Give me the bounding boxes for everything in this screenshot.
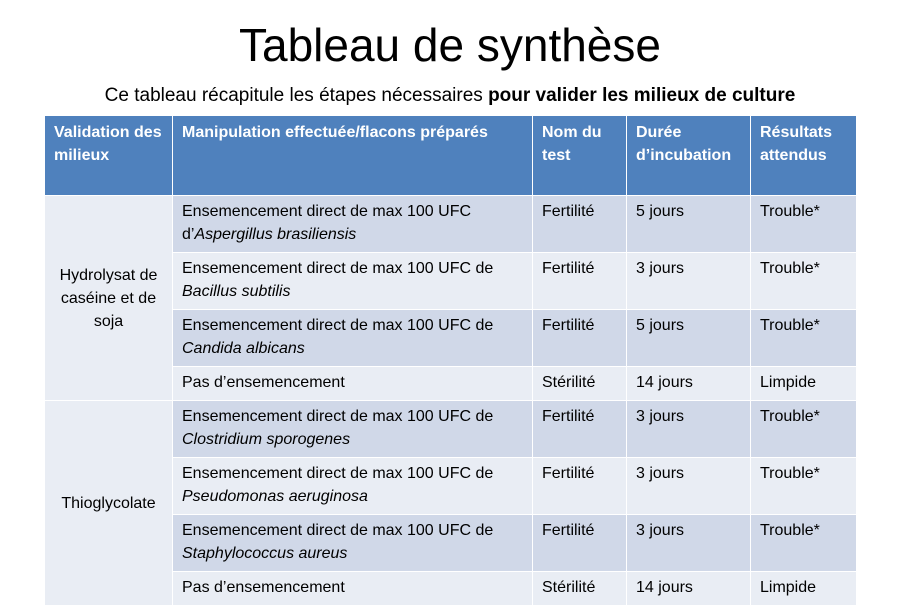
- duration-cell: 3 jours: [627, 515, 751, 572]
- manipulation-text: Ensemencement direct de max 100 UFC de: [182, 522, 494, 539]
- organism-name: Aspergillus brasiliensis: [194, 226, 357, 243]
- table-header-row: [45, 116, 857, 196]
- summary-table: [44, 115, 857, 606]
- test-cell: Fertilité: [533, 310, 627, 367]
- manipulation-text: Pas d’ensemencement: [182, 579, 345, 596]
- organism-name: Candida albicans: [182, 340, 305, 357]
- duration-cell: 5 jours: [627, 310, 751, 367]
- table-row: [45, 401, 857, 458]
- group-cell-casein-soy: Hydrolysat de caséine et de soja: [45, 196, 173, 401]
- test-cell: Fertilité: [533, 401, 627, 458]
- manipulation-cell: [173, 458, 533, 515]
- manipulation-cell: [173, 367, 533, 401]
- manipulation-cell: [173, 401, 533, 458]
- header-results: Résultats attendus: [751, 116, 857, 196]
- group-cell-thioglycolate: Thioglycolate: [45, 401, 173, 606]
- result-cell: Limpide: [751, 367, 857, 401]
- result-cell: Trouble*: [751, 253, 857, 310]
- result-cell: Trouble*: [751, 401, 857, 458]
- duration-cell: 3 jours: [627, 401, 751, 458]
- organism-name: Staphylococcus aureus: [182, 545, 348, 562]
- duration-cell: 14 jours: [627, 572, 751, 606]
- subtitle-plain: Ce tableau récapitule les étapes nécessaires: [104, 85, 489, 106]
- header-validation: Validation des milieux: [45, 116, 173, 196]
- duration-cell: 3 jours: [627, 253, 751, 310]
- manipulation-cell: [173, 515, 533, 572]
- manipulation-cell: [173, 253, 533, 310]
- header-incubation: Durée d’incubation: [627, 116, 751, 196]
- manipulation-cell: [173, 572, 533, 606]
- result-cell: Trouble*: [751, 515, 857, 572]
- result-cell: Trouble*: [751, 458, 857, 515]
- manipulation-cell: [173, 196, 533, 253]
- result-cell: Limpide: [751, 572, 857, 606]
- header-manipulation: Manipulation effectuée/flacons préparés: [173, 116, 533, 196]
- subtitle-bold: pour valider les milieux de culture: [488, 85, 796, 106]
- test-cell: Fertilité: [533, 196, 627, 253]
- organism-name: Bacillus subtilis: [182, 283, 291, 300]
- result-cell: Trouble*: [751, 310, 857, 367]
- organism-name: Pseudomonas aeruginosa: [182, 488, 368, 505]
- page-title: Tableau de synthèse: [239, 19, 661, 71]
- test-cell: Fertilité: [533, 458, 627, 515]
- duration-cell: 3 jours: [627, 458, 751, 515]
- manipulation-text: Ensemencement direct de max 100 UFC de: [182, 317, 494, 334]
- header-test-name: Nom du test: [533, 116, 627, 196]
- manipulation-text: Ensemencement direct de max 100 UFC de: [182, 260, 494, 277]
- result-cell: Trouble*: [751, 196, 857, 253]
- organism-name: Clostridium sporogenes: [182, 431, 351, 448]
- table-row: [45, 196, 857, 253]
- test-cell: Stérilité: [533, 367, 627, 401]
- page-subtitle: [0, 84, 900, 108]
- test-cell: Stérilité: [533, 572, 627, 606]
- manipulation-cell: [173, 310, 533, 367]
- manipulation-text: Ensemencement direct de max 100 UFC de: [182, 408, 494, 425]
- duration-cell: 14 jours: [627, 367, 751, 401]
- test-cell: Fertilité: [533, 253, 627, 310]
- manipulation-text: Pas d’ensemencement: [182, 374, 345, 391]
- duration-cell: 5 jours: [627, 196, 751, 253]
- test-cell: Fertilité: [533, 515, 627, 572]
- manipulation-text: Ensemencement direct de max 100 UFC de: [182, 465, 494, 482]
- manipulation-text: Ensemencement direct de max 100 UFC d’: [182, 203, 472, 243]
